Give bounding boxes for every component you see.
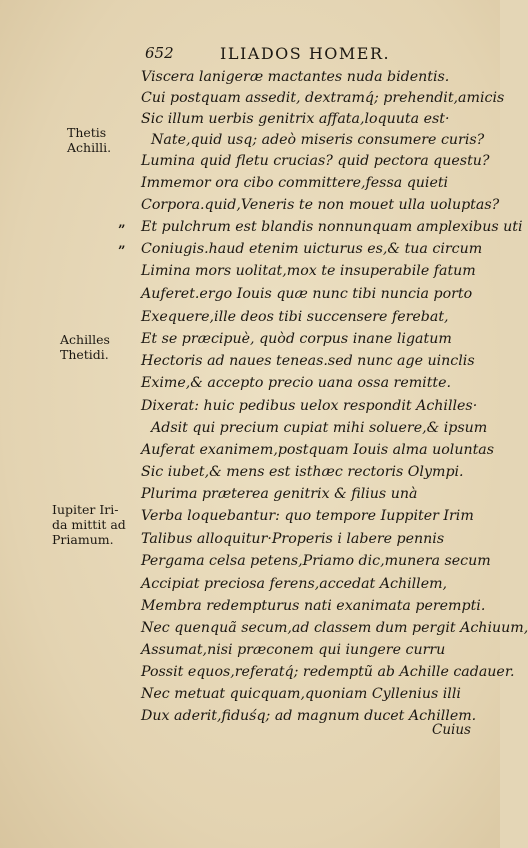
verse-line: Nate,quid usq; adeò miseris consumere curis? [151,132,485,148]
verse-line: Sic illum uerbis genitrix affata,loquuta est· [141,111,450,127]
folio-number: 652 [145,44,174,62]
quotation-mark: ” [118,244,126,259]
side-note-thetis [67,125,137,155]
verse-line: Adsit qui precium cupiat mihi soluere,& ipsum [151,420,488,436]
verse-line: Immemor ora cibo committere,fessa quieti [141,175,449,191]
verse-line: Coniugis.haud etenim uicturus es,& tua circum [141,241,483,257]
side-note-line: Achilli. [67,140,112,155]
page-header [0,44,500,66]
verse-line: Exime,& accepto precio uana ossa remitte. [141,375,452,391]
side-note-line: Iupiter Iri- [52,502,119,517]
verse-line: Limina mors uolitat,mox te insuperabile fatum [141,263,476,279]
catchword: Cuius [432,722,471,738]
verse-line: Cui postquam assedit, dextramq́; prehendit,amicis [141,90,505,106]
verse-line: Exequere,ille deos tibi succensere ferebat, [141,309,449,325]
side-note-iupiter [52,502,126,547]
side-note-line: Priamum. [52,532,114,547]
side-note-line: Achilles [60,332,110,347]
verse-line: Sic iubet,& mens est isthæc rectoris Olympi. [141,464,464,480]
side-note-line: da mittit ad [52,517,126,532]
verse-line: Possit equos,referatq́; redemptũ ab Achille cadauer. [141,664,515,680]
verse-line: Lumina quid fletu crucias? quid pectora questu? [141,153,490,169]
verse-line: Plurima præterea genitrix & filius unà [141,486,418,502]
side-note-line: Thetidi. [60,347,109,362]
verse-line: Nec quenquã secum,ad classem dum pergit Achiuum, [141,620,528,636]
verse-line: Membra redempturus nati exanimata perempti. [141,598,486,614]
verse-line: Accipiat preciosa ferens,accedat Achillem, [141,576,448,592]
quotation-mark: ” [118,223,126,238]
side-note-achilles [60,332,130,362]
verse-line: Dixerat: huic pedibus uelox respondit Achilles· [141,398,478,414]
verse-line: Auferet.ergo Iouis quæ nunc tibi nuncia porto [141,286,473,302]
verse-line: Et se præcipuè, quòd corpus inane ligatum [141,331,452,347]
verse-line: Assumat,nisi præconem qui iungere curru [141,642,446,658]
verse-line: Viscera lanigeræ mactantes nuda bidentis. [141,69,450,85]
verse-line: Dux aderit,fiduśq; ad magnum ducet Achillem. [141,708,477,724]
verse-line: Hectoris ad naues teneas.sed nunc age uinclis [141,353,475,369]
verse-line: Corpora.quid,Veneris te non mouet ulla uoluptas? [141,197,500,213]
side-note-line: Thetis [67,125,107,140]
verse-line: Auferat exanimem,postquam Iouis alma uoluntas [141,442,495,458]
verse-line: Verba loquebantur: quo tempore Iuppiter Irim [141,508,474,524]
verse-line: Talibus alloquitur·Properis i labere pennis [141,531,445,547]
verse-line: Et pulchrum est blandis nonnunquam amplexibus uti [141,219,523,235]
verse-line: Nec metuat quicquam,quoniam Cyllenius illi [141,686,461,702]
verse-line: Pergama celsa petens,Priamo dic,munera secum [141,553,491,569]
running-head: ILIADOS HOMER. [220,44,391,63]
